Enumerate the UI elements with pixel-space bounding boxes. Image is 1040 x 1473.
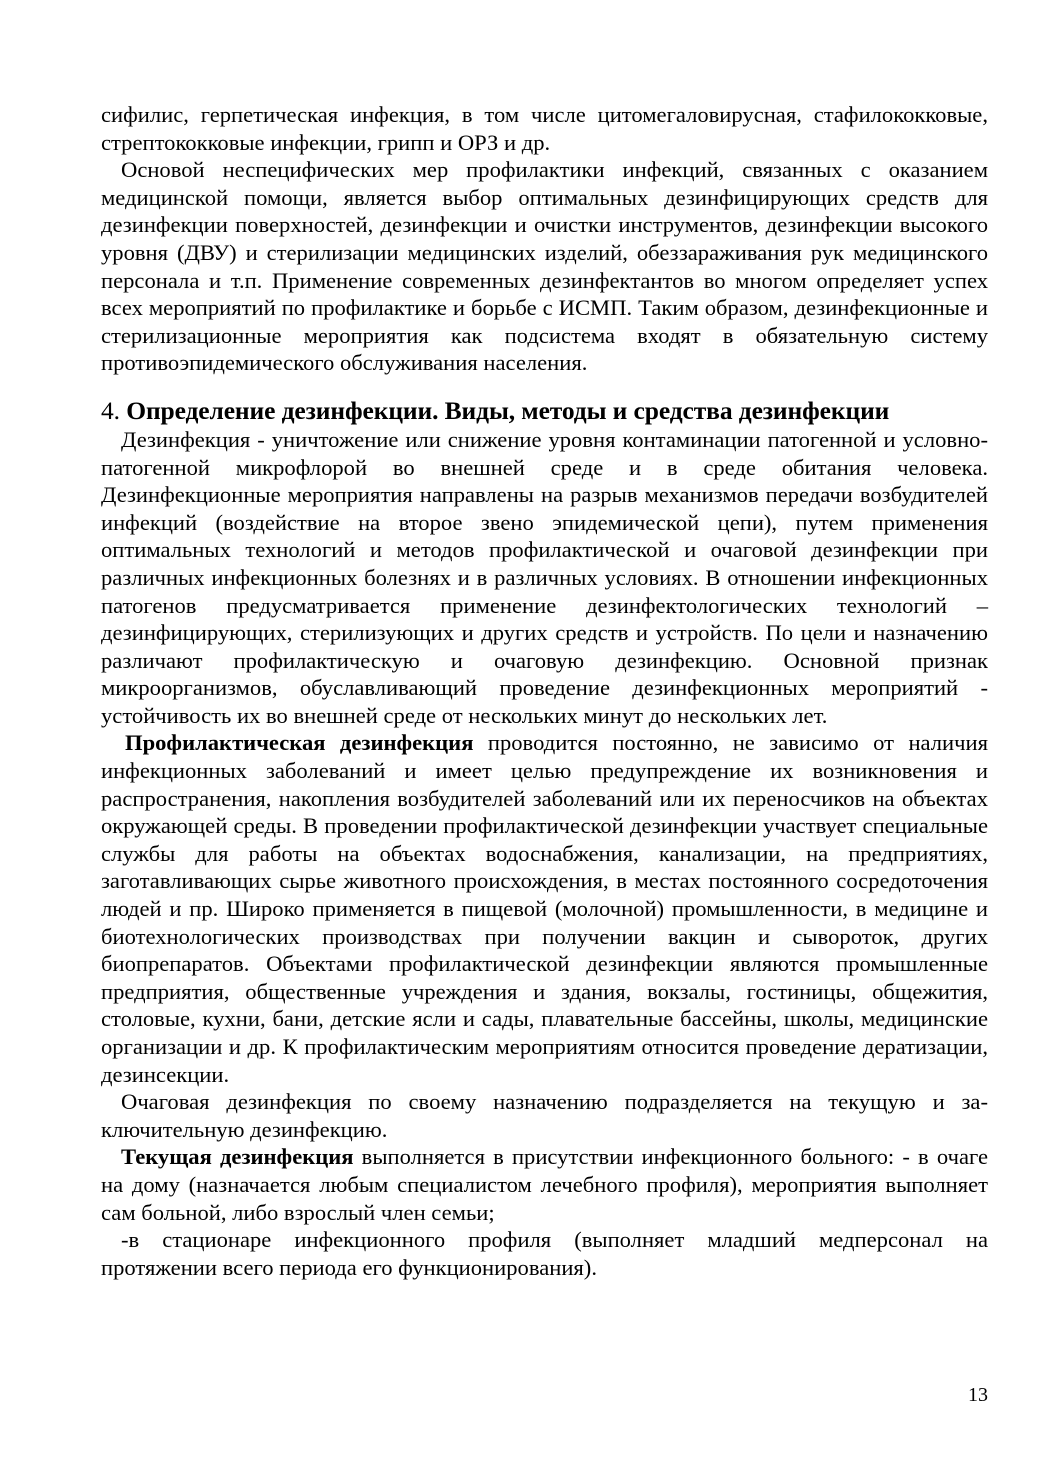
paragraph-preventive-disinfection	[101, 729, 988, 1088]
term-current: Текущая дезинфекция	[121, 1144, 354, 1170]
paragraph-nonspecific-measures: Основой неспецифических мер профилактики инфекций, связанных с оказанием медицинской помощи, является выбор оптимальных дезинфицирующих средств для дезинфекции поверхностей, дезинфекции и очистки инструментов, дезинфекции высокого уровня (ДВУ) и стерилизации медицинских изделий, обеззараживания рук медицинского персонала и т.п. Применение современных дезинфектантов во многом определяет успех всех мероприятий по профилактике и борьбе с ИСМП. Таким образом, дезинфекционные и стерилизационные мероприятия как подсистема входят в обязательную систему противоэпидемического обслуживания населения.	[101, 157, 988, 376]
preventive-text: проводится постоянно, не зависимо от наличия инфекционных заболеваний и имеет целью предупреждение их возникновения и распространения, накопления возбудителей заболеваний или их переносчиков на объектах окружающей среды. В проведении профилактической дезинфекции участвует специальные службы для работы на объектах водоснабжения, канализации, на предприятиях, заготавливающих сырье животного происхождения, в местах постоянного сосредоточения людей и пр. Широко применяется в пищевой (молочной) промышленности, в медицине и биотехнологических производствах при получении вакцин и сывороток, других биопрепаратов. Объектами профилактической дезинфекции являются промышленные предприятия, общественные учреждения и здания, вокзалы, гостиницы, общежития, столовые, кухни, бани, детские ясли и сады, плавательные бассейны, школы, медицинские организации и др. К профилактическим мероприятиям относится проведение дератизации, дезинсекции.	[101, 730, 988, 1087]
section-title: Определение дезинфекции. Виды, методы и средства дезинфекции	[126, 395, 890, 425]
term-preventive: Профилактическая дезинфекция	[125, 730, 474, 756]
section-number: 4.	[101, 395, 127, 425]
paragraph-disinfection-definition: Дезинфекция - уничтожение или снижение уровня контаминации патогенной и условно-патогенной микрофлорой во внешней среде и в среде обитания человека. Дезинфекционные мероприятия направлены на разрыв механизмов передачи возбудителей инфекций (воздействие на второе звено эпидемической цепи), путем применения оптимальных технологий и методов профилактической и очаговой дезинфекции при различных инфекционных болезнях и в различных условиях. В отношении инфекционных патогенов предусматривается применение дезинфектологических технологий – дезинфицирующих, стерилизующих и других средств и устройств. По цели и назначению различают профилактическую и очаговую дезинфекцию. Основной признак микроорганизмов, обуславливающий проведение дезинфекционных мероприятий - устойчивость их во внешней среде от нескольких минут до нескольких лет.	[101, 426, 988, 728]
paragraph-current-disinfection	[101, 1143, 988, 1226]
paragraph-continuation: сифилис, герпетическая инфекция, в том числе цитомегаловирусная, стафилококковые, стрептококковые инфекции, грипп и ОРЗ и др.	[101, 102, 988, 155]
paragraph-hospital: -в стационаре инфекционного профиля (выполняет младший медперсонал на протяжении всего периода его функционирования).	[101, 1227, 988, 1280]
section-heading	[101, 395, 988, 426]
current-text: выполняется в присутствии инфекционного больного: - в очаге на дому (назначается любым специалистом лечебного профиля), мероприятия выполняет сам больной, либо взрослый член семьи;	[101, 1144, 988, 1225]
page-number: 13	[968, 1384, 988, 1406]
paragraph-focal-disinfection: Очаговая дезинфекция по своему назначению подразделяется на текущую и заключительную дезинфекцию.	[101, 1089, 988, 1142]
body-text	[101, 101, 988, 1281]
